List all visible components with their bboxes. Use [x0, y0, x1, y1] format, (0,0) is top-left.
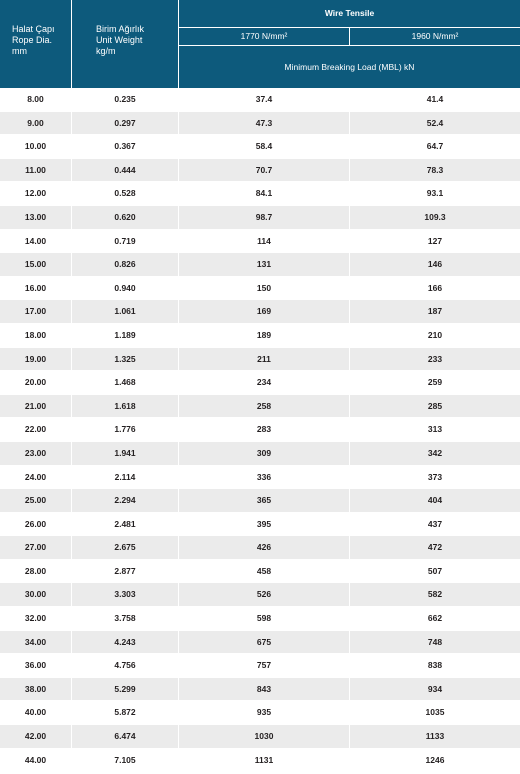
cell-mbl-1960: 52.4 — [350, 112, 520, 135]
cell-rope-diameter: 19.00 — [0, 348, 71, 371]
cell-mbl-1960: 93.1 — [350, 182, 520, 205]
table-row — [0, 112, 520, 136]
cell-mbl-1770: 458 — [179, 560, 349, 583]
cell-unit-weight: 0.444 — [72, 159, 178, 182]
cell-unit-weight: 2.877 — [72, 560, 178, 583]
cell-rope-diameter: 8.00 — [0, 88, 71, 111]
cell-mbl-1960: 404 — [350, 489, 520, 512]
cell-unit-weight: 5.872 — [72, 701, 178, 724]
cell-rope-diameter: 44.00 — [0, 749, 71, 772]
cell-unit-weight: 1.941 — [72, 442, 178, 465]
cell-mbl-1770: 526 — [179, 583, 349, 606]
cell-mbl-1770: 98.7 — [179, 206, 349, 229]
header-unit-weight — [72, 0, 178, 88]
cell-rope-diameter: 10.00 — [0, 135, 71, 158]
cell-unit-weight: 0.297 — [72, 112, 178, 135]
cell-mbl-1770: 843 — [179, 678, 349, 701]
cell-mbl-1960: 748 — [350, 631, 520, 654]
cell-rope-diameter: 18.00 — [0, 324, 71, 347]
cell-rope-diameter: 22.00 — [0, 418, 71, 441]
cell-unit-weight: 0.620 — [72, 206, 178, 229]
cell-mbl-1960: 166 — [350, 277, 520, 300]
table-row — [0, 749, 520, 773]
cell-unit-weight: 1.325 — [72, 348, 178, 371]
cell-rope-diameter: 30.00 — [0, 583, 71, 606]
table-row — [0, 725, 520, 749]
cell-mbl-1960: 934 — [350, 678, 520, 701]
cell-mbl-1960: 109.3 — [350, 206, 520, 229]
cell-rope-diameter: 13.00 — [0, 206, 71, 229]
table-row — [0, 324, 520, 348]
table-row — [0, 513, 520, 537]
header-unit-weight-unit: kg/m — [96, 46, 116, 56]
cell-unit-weight: 4.756 — [72, 654, 178, 677]
cell-rope-diameter: 12.00 — [0, 182, 71, 205]
cell-mbl-1770: 395 — [179, 513, 349, 536]
cell-mbl-1960: 285 — [350, 395, 520, 418]
cell-mbl-1960: 313 — [350, 418, 520, 441]
header-grade-1960: 1960 N/mm² — [350, 28, 520, 45]
cell-mbl-1770: 935 — [179, 701, 349, 724]
header-mbl: Minimum Breaking Load (MBL) kN — [179, 46, 520, 88]
table-row — [0, 607, 520, 631]
cell-rope-diameter: 34.00 — [0, 631, 71, 654]
header-rope-diameter — [0, 0, 71, 88]
cell-mbl-1770: 598 — [179, 607, 349, 630]
cell-unit-weight: 6.474 — [72, 725, 178, 748]
table-row — [0, 253, 520, 277]
table-body — [0, 88, 520, 772]
cell-mbl-1770: 169 — [179, 300, 349, 323]
cell-mbl-1770: 234 — [179, 371, 349, 394]
cell-unit-weight: 3.303 — [72, 583, 178, 606]
cell-mbl-1960: 838 — [350, 654, 520, 677]
table-row — [0, 489, 520, 513]
table-row — [0, 371, 520, 395]
cell-unit-weight: 1.061 — [72, 300, 178, 323]
cell-mbl-1770: 675 — [179, 631, 349, 654]
cell-mbl-1960: 64.7 — [350, 135, 520, 158]
cell-mbl-1960: 187 — [350, 300, 520, 323]
table-row — [0, 230, 520, 254]
cell-mbl-1770: 757 — [179, 654, 349, 677]
table-row — [0, 348, 520, 372]
table-row — [0, 135, 520, 159]
cell-rope-diameter: 27.00 — [0, 536, 71, 559]
header-grade-1770: 1770 N/mm² — [179, 28, 349, 45]
cell-rope-diameter: 26.00 — [0, 513, 71, 536]
header-unit-weight-en: Unit Weight — [96, 35, 143, 45]
table-row — [0, 88, 520, 112]
cell-mbl-1960: 662 — [350, 607, 520, 630]
cell-rope-diameter: 32.00 — [0, 607, 71, 630]
table-row — [0, 442, 520, 466]
cell-mbl-1770: 150 — [179, 277, 349, 300]
cell-mbl-1960: 1246 — [350, 749, 520, 772]
cell-rope-diameter: 11.00 — [0, 159, 71, 182]
cell-unit-weight: 2.675 — [72, 536, 178, 559]
cell-mbl-1770: 336 — [179, 466, 349, 489]
header-rope-diameter-unit: mm — [12, 46, 27, 56]
cell-mbl-1770: 1030 — [179, 725, 349, 748]
cell-mbl-1770: 309 — [179, 442, 349, 465]
cell-rope-diameter: 20.00 — [0, 371, 71, 394]
cell-mbl-1770: 365 — [179, 489, 349, 512]
cell-unit-weight: 0.940 — [72, 277, 178, 300]
cell-mbl-1770: 131 — [179, 253, 349, 276]
cell-mbl-1960: 259 — [350, 371, 520, 394]
cell-unit-weight: 4.243 — [72, 631, 178, 654]
table-row — [0, 583, 520, 607]
cell-mbl-1770: 189 — [179, 324, 349, 347]
cell-rope-diameter: 15.00 — [0, 253, 71, 276]
table-row — [0, 560, 520, 584]
cell-unit-weight: 2.481 — [72, 513, 178, 536]
cell-rope-diameter: 38.00 — [0, 678, 71, 701]
cell-mbl-1770: 114 — [179, 230, 349, 253]
cell-rope-diameter: 16.00 — [0, 277, 71, 300]
table-row — [0, 395, 520, 419]
cell-unit-weight: 1.618 — [72, 395, 178, 418]
cell-mbl-1960: 1133 — [350, 725, 520, 748]
table-row — [0, 206, 520, 230]
table-row — [0, 277, 520, 301]
table-row — [0, 678, 520, 702]
cell-rope-diameter: 24.00 — [0, 466, 71, 489]
cell-mbl-1960: 78.3 — [350, 159, 520, 182]
cell-unit-weight: 2.114 — [72, 466, 178, 489]
cell-rope-diameter: 25.00 — [0, 489, 71, 512]
cell-unit-weight: 0.719 — [72, 230, 178, 253]
header-wire-tensile: Wire Tensile — [179, 0, 520, 27]
table-row — [0, 701, 520, 725]
cell-mbl-1960: 127 — [350, 230, 520, 253]
header-unit-weight-tr: Birim Ağırlık — [96, 24, 145, 34]
header-rope-diameter-en: Rope Dia. — [12, 35, 53, 45]
cell-mbl-1770: 70.7 — [179, 159, 349, 182]
cell-mbl-1770: 47.3 — [179, 112, 349, 135]
cell-mbl-1960: 146 — [350, 253, 520, 276]
table-row — [0, 466, 520, 490]
cell-unit-weight: 0.528 — [72, 182, 178, 205]
table-row — [0, 300, 520, 324]
cell-mbl-1770: 426 — [179, 536, 349, 559]
cell-unit-weight: 0.826 — [72, 253, 178, 276]
cell-mbl-1960: 210 — [350, 324, 520, 347]
cell-rope-diameter: 14.00 — [0, 230, 71, 253]
cell-unit-weight: 1.189 — [72, 324, 178, 347]
table-row — [0, 631, 520, 655]
cell-mbl-1960: 342 — [350, 442, 520, 465]
cell-rope-diameter: 21.00 — [0, 395, 71, 418]
cell-unit-weight: 5.299 — [72, 678, 178, 701]
cell-mbl-1960: 582 — [350, 583, 520, 606]
cell-mbl-1960: 437 — [350, 513, 520, 536]
cell-rope-diameter: 17.00 — [0, 300, 71, 323]
cell-mbl-1770: 211 — [179, 348, 349, 371]
cell-mbl-1770: 258 — [179, 395, 349, 418]
cell-unit-weight: 1.776 — [72, 418, 178, 441]
cell-unit-weight: 1.468 — [72, 371, 178, 394]
table-row — [0, 182, 520, 206]
cell-rope-diameter: 36.00 — [0, 654, 71, 677]
cell-unit-weight: 2.294 — [72, 489, 178, 512]
cell-mbl-1960: 41.4 — [350, 88, 520, 111]
table-row — [0, 418, 520, 442]
cell-unit-weight: 3.758 — [72, 607, 178, 630]
header-rope-diameter-tr: Halat Çapı — [12, 24, 55, 34]
cell-unit-weight: 7.105 — [72, 749, 178, 772]
cell-mbl-1770: 37.4 — [179, 88, 349, 111]
cell-mbl-1770: 58.4 — [179, 135, 349, 158]
table-row — [0, 536, 520, 560]
cell-rope-diameter: 40.00 — [0, 701, 71, 724]
cell-rope-diameter: 42.00 — [0, 725, 71, 748]
cell-rope-diameter: 9.00 — [0, 112, 71, 135]
cell-unit-weight: 0.235 — [72, 88, 178, 111]
cell-mbl-1960: 1035 — [350, 701, 520, 724]
table-header — [0, 0, 520, 88]
cell-mbl-1960: 472 — [350, 536, 520, 559]
cell-rope-diameter: 23.00 — [0, 442, 71, 465]
cell-mbl-1960: 233 — [350, 348, 520, 371]
table-row — [0, 159, 520, 183]
cell-mbl-1960: 507 — [350, 560, 520, 583]
cell-mbl-1770: 283 — [179, 418, 349, 441]
table-row — [0, 654, 520, 678]
cell-mbl-1770: 1131 — [179, 749, 349, 772]
cell-rope-diameter: 28.00 — [0, 560, 71, 583]
cell-mbl-1960: 373 — [350, 466, 520, 489]
cell-unit-weight: 0.367 — [72, 135, 178, 158]
cell-mbl-1770: 84.1 — [179, 182, 349, 205]
